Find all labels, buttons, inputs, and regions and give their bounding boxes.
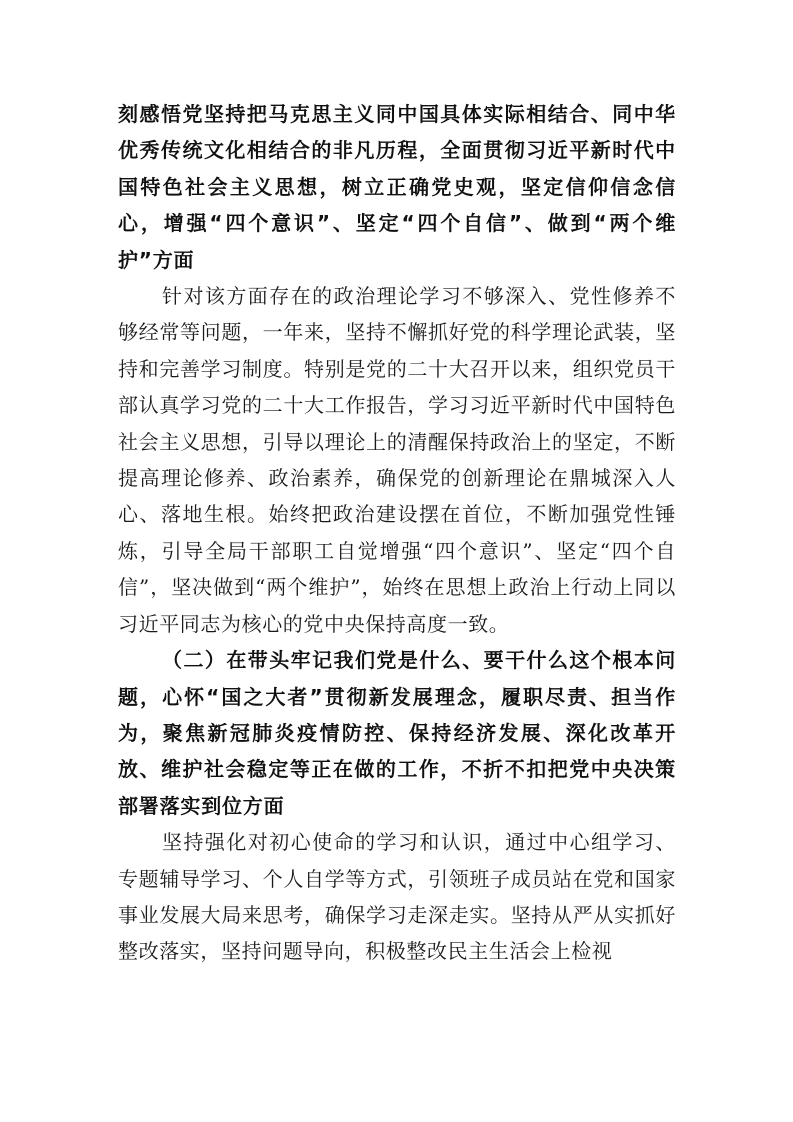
body-paragraph-1: 针对该方面存在的政治理论学习不够深入、党性修养不够经常等问题，一年来，坚持不懈抓好党的科学理论武装，坚持和完善学习制度。特别是党的二十大召开以来，组织党员干部认真学习党的二十大工作报告，学习习近平新时代中国特色社会主义思想，引导以理论上的清醒保持政治上的坚定，不断提高理论修养、政治素养，确保党的创新理论在鼎城深入人心、落地生根。始终把政治建设摆在首位，不断加强党性锤炼，引导全局干部职工自觉增强“四个意识”、坚定“四个自信”，坚决做到“两个维护”，始终在思想上政治上行动上同以习近平同志为核心的党中央保持高度一致。 (118, 284, 676, 636)
section-heading-continuation: 刻感悟党坚持把马克思主义同中国具体实际相结合、同中华优秀传统文化相结合的非凡历程，全面贯彻习近平新时代中国特色社会主义思想，树立正确党史观，坚定信仰信念信心，增强“四个意识”、坚定“四个自信”、做到“两个维护”方面 (118, 102, 676, 272)
section-heading-2: （二）在带头牢记我们党是什么、要干什么这个根本问题，心怀“国之大者”贯彻新发展理念，履职尽责、担当作为，聚焦新冠肺炎疫情防控、保持经济发展、深化改革开放、维护社会稳定等正在做的工作，不折不扣把党中央决策部署落实到位方面 (118, 648, 676, 818)
body-paragraph-2: 坚持强化对初心使命的学习和认识，通过中心组学习、专题辅导学习、个人自学等方式，引领班子成员站在党和国家事业发展大局来思考，确保学习走深走实。坚持从严从实抓好整改落实，坚持问题导向，积极整改民主生活会上检视 (118, 830, 676, 964)
document-body (118, 96, 676, 970)
